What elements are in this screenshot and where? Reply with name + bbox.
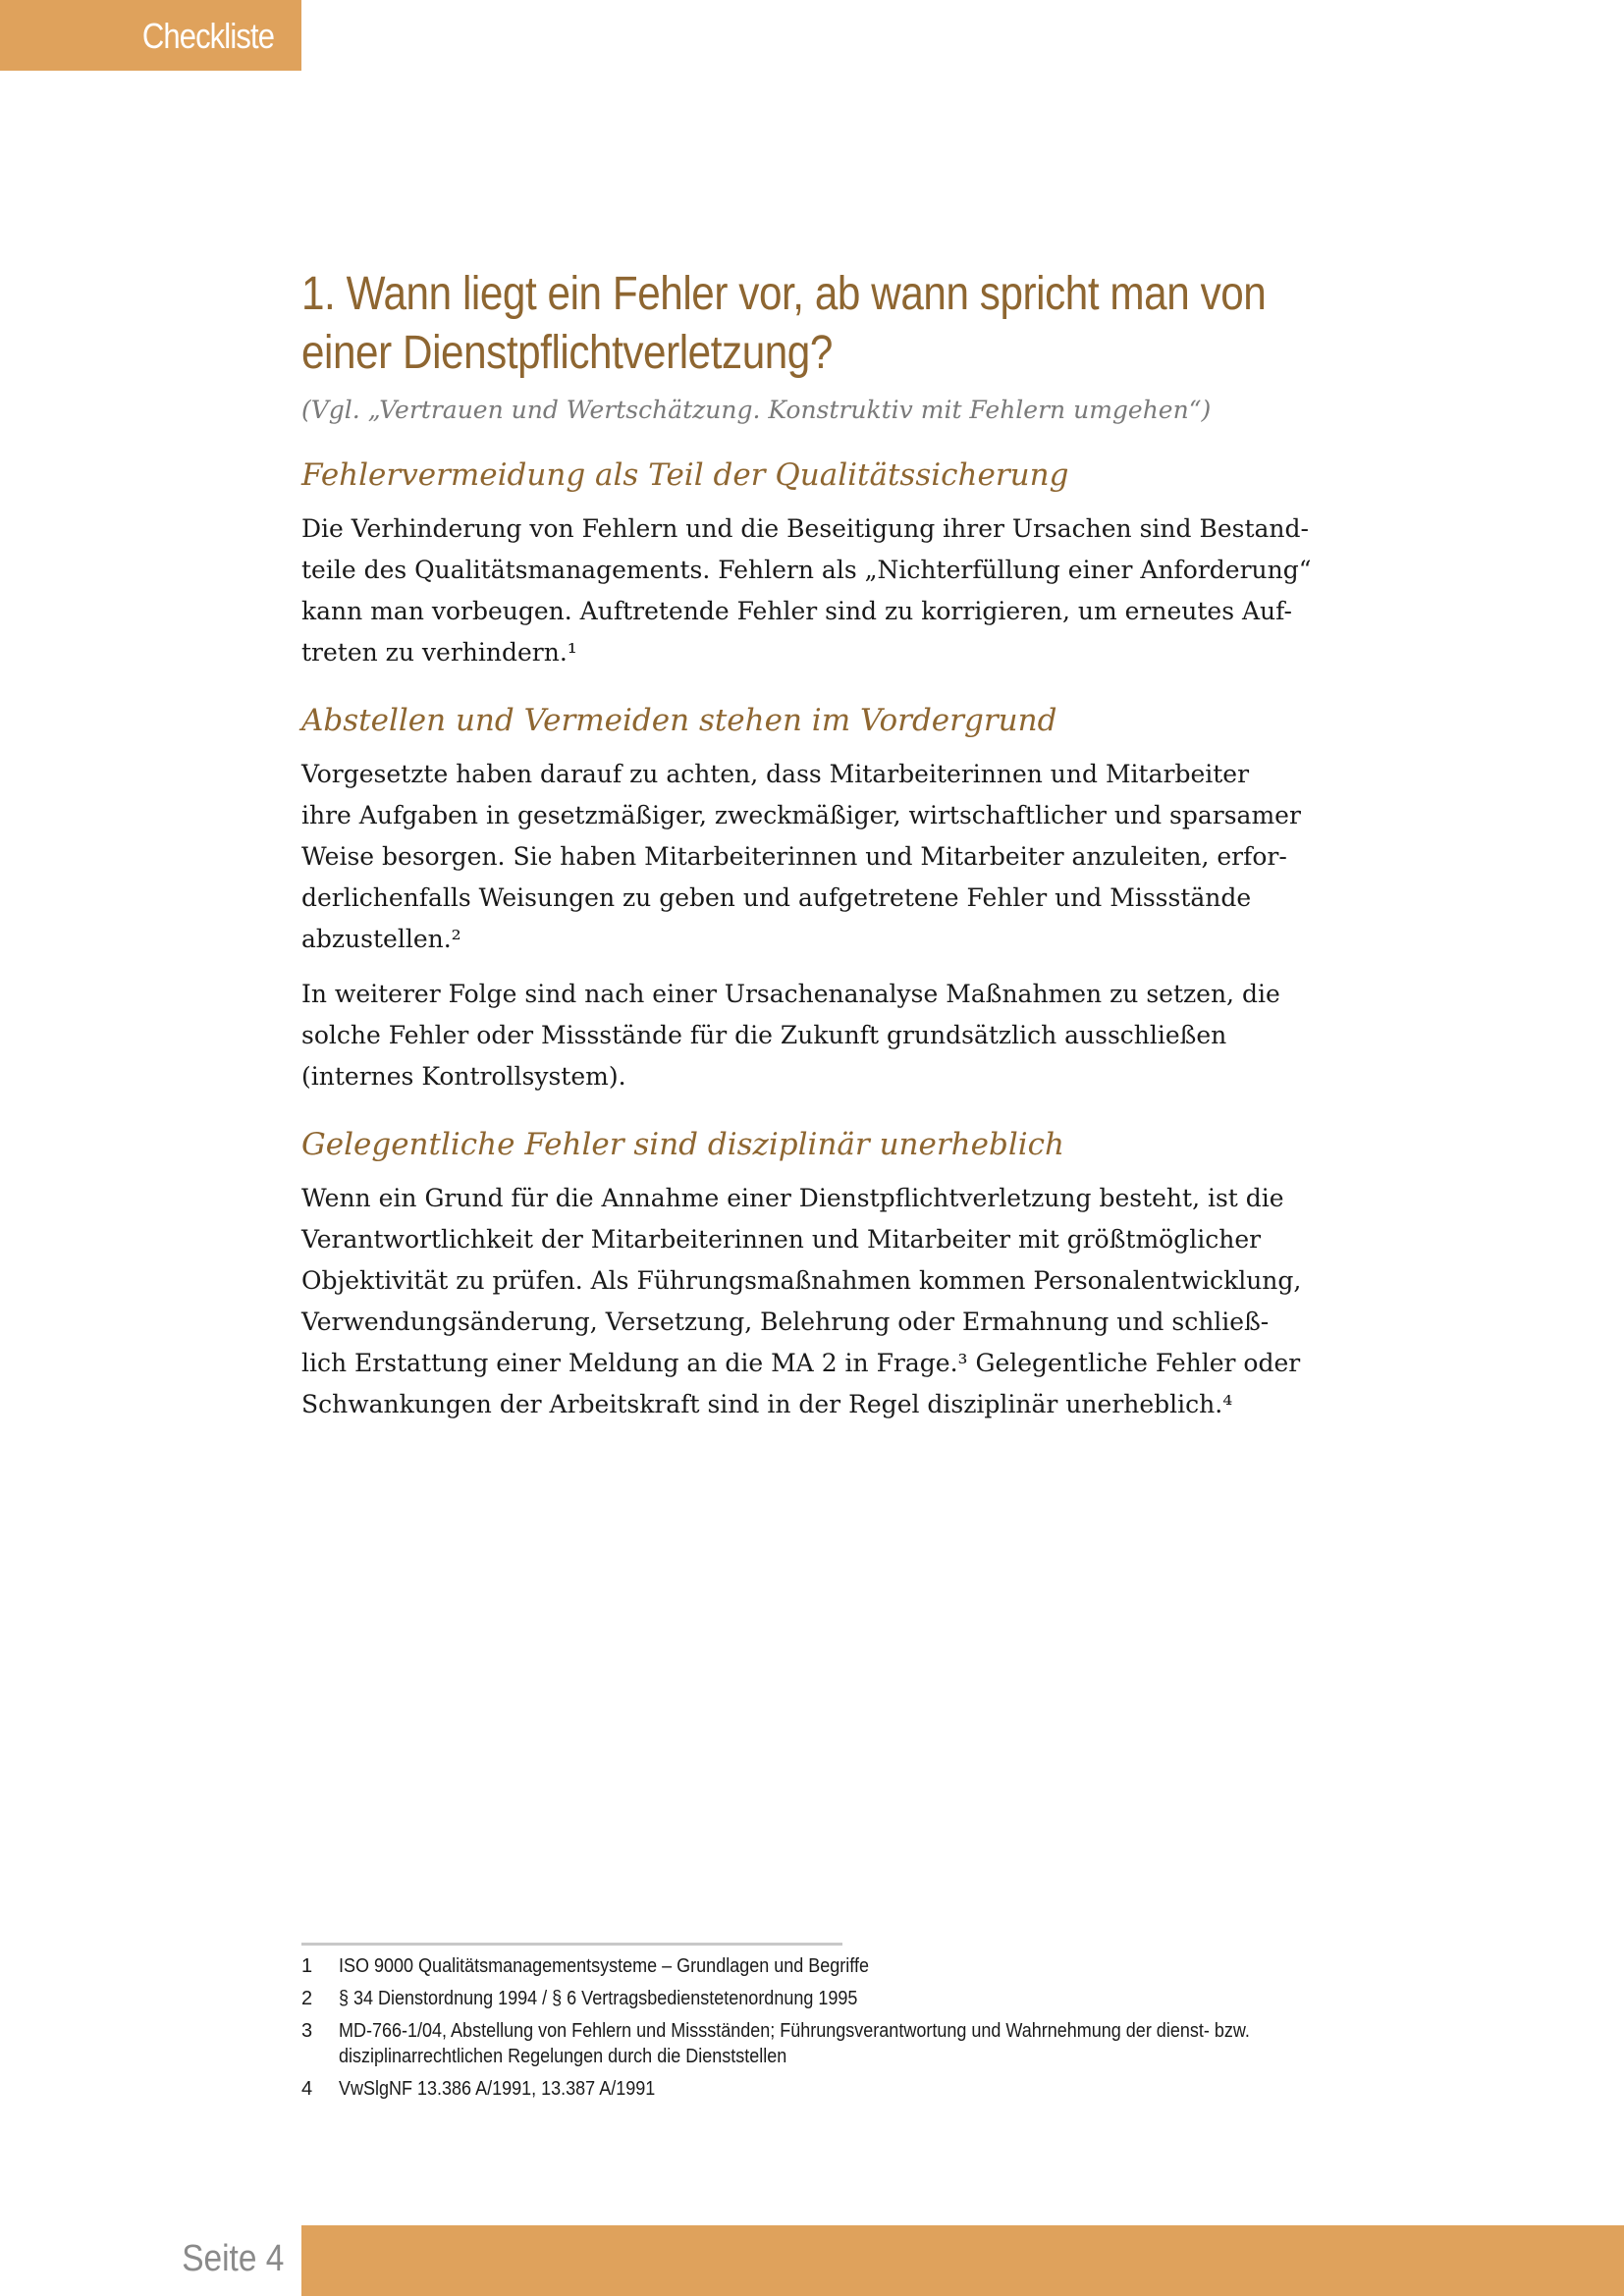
footnote-text-line: disziplinarrechtlichen Regelungen durch die Dienststellen: [339, 2046, 787, 2067]
footnote-text: [339, 1953, 1242, 1979]
footnote-text-line: § 34 Dienstordnung 1994 / § 6 Vertragsbedienstetenordnung 1995: [339, 1988, 858, 2009]
footnote-text: [339, 2018, 1250, 2069]
page-title-line: 1. Wann liegt ein Fehler vor, ab wann spricht man von: [301, 268, 1267, 320]
section-tag-label: Checkliste: [141, 16, 274, 56]
paragraph-line: Verwendungsänderung, Versetzung, Belehrung oder Ermahnung und schließ-: [301, 1308, 1270, 1336]
paragraph: [301, 974, 1342, 1097]
page-number: Seite 4: [181, 2238, 284, 2279]
page-subtitle: (Vgl. „Vertrauen und Wertschätzung. Konstruktiv mit Fehlern umgehen“): [301, 396, 1212, 424]
paragraph: [301, 508, 1342, 673]
main-content: [301, 265, 1342, 1425]
paragraph: [301, 1178, 1342, 1425]
footnote-item: [301, 2076, 1342, 2102]
footnote-number: 4: [301, 2078, 313, 2100]
footnote-text: [339, 1986, 1242, 2011]
footnote-item: [301, 1953, 1342, 1979]
paragraph-line: abzustellen.²: [301, 925, 461, 953]
section-tag-box: [0, 0, 301, 71]
paragraph-line: In weiterer Folge sind nach einer Ursachenanalyse Maßnahmen zu setzen, die: [301, 980, 1280, 1008]
footer-accent-bar: [301, 2225, 1624, 2296]
paragraph-line: Wenn ein Grund für die Annahme einer Dienstpflichtverletzung besteht, ist die: [301, 1184, 1284, 1212]
footnote-list: [301, 1953, 1342, 2102]
footnote-number: 2: [301, 1988, 313, 2009]
footnote-number: 1: [301, 1955, 313, 1977]
section-heading-abstellen: Abstellen und Vermeiden stehen im Vordergrund: [301, 703, 1057, 738]
paragraph-line: Verantwortlichkeit der Mitarbeiterinnen und Mitarbeiter mit größtmöglicher: [301, 1225, 1262, 1254]
paragraph-line: Objektivität zu prüfen. Als Führungsmaßnahmen kommen Personalentwicklung,: [301, 1266, 1302, 1295]
paragraph-line: (internes Kontrollsystem).: [301, 1062, 626, 1091]
paragraph-line: Vorgesetzte haben darauf zu achten, dass Mitarbeiterinnen und Mitarbeiter: [301, 760, 1250, 788]
footnote-divider: [301, 1943, 842, 1946]
footnote-item: [301, 1986, 1342, 2011]
paragraph-line: Schwankungen der Arbeitskraft sind in der Regel disziplinär unerheblich.⁴: [301, 1390, 1233, 1418]
footnote-text-line: VwSlgNF 13.386 A/1991, 13.387 A/1991: [339, 2078, 656, 2100]
paragraph-line: Weise besorgen. Sie haben Mitarbeiterinnen und Mitarbeiter anzuleiten, erfor-: [301, 842, 1287, 871]
paragraph-line: derlichenfalls Weisungen zu geben und aufgetretene Fehler und Missstände: [301, 883, 1252, 912]
paragraph-line: ihre Aufgaben in gesetzmäßiger, zweckmäßiger, wirtschaftlicher und sparsamer: [301, 801, 1301, 829]
paragraph-line: treten zu verhindern.¹: [301, 638, 577, 667]
footnote-item: [301, 2018, 1342, 2069]
page-title-line: einer Dienstpflichtverletzung?: [301, 327, 833, 379]
footnotes: [301, 1943, 1342, 2109]
footnote-text-line: ISO 9000 Qualitätsmanagementsysteme – Grundlagen und Begriffe: [339, 1955, 869, 1977]
paragraph-line: Die Verhinderung von Fehlern und die Beseitigung ihrer Ursachen sind Bestand-: [301, 514, 1309, 543]
page-title: [301, 265, 1342, 383]
section-heading-qualitaetssicherung: Fehlervermeidung als Teil der Qualitätssicherung: [301, 457, 1069, 493]
paragraph-line: lich Erstattung einer Meldung an die MA 2 in Frage.³ Gelegentliche Fehler oder: [301, 1349, 1301, 1377]
section-heading-gelegentliche-fehler: Gelegentliche Fehler sind disziplinär unerheblich: [301, 1127, 1064, 1162]
footnote-text: [339, 2076, 1242, 2102]
paragraph: [301, 754, 1342, 960]
footnote-text-line: MD-766-1/04, Abstellung von Fehlern und Missständen; Führungsverantwortung und Wahrnehmung der dienst- bzw.: [339, 2020, 1250, 2042]
paragraph-line: solche Fehler oder Missstände für die Zukunft grundsätzlich ausschließen: [301, 1021, 1227, 1049]
paragraph-line: kann man vorbeugen. Auftretende Fehler sind zu korrigieren, um erneutes Auf-: [301, 597, 1292, 625]
footnote-number: 3: [301, 2020, 313, 2042]
paragraph-line: teile des Qualitätsmanagements. Fehlern als „Nichterfüllung einer Anforderung“: [301, 556, 1312, 584]
